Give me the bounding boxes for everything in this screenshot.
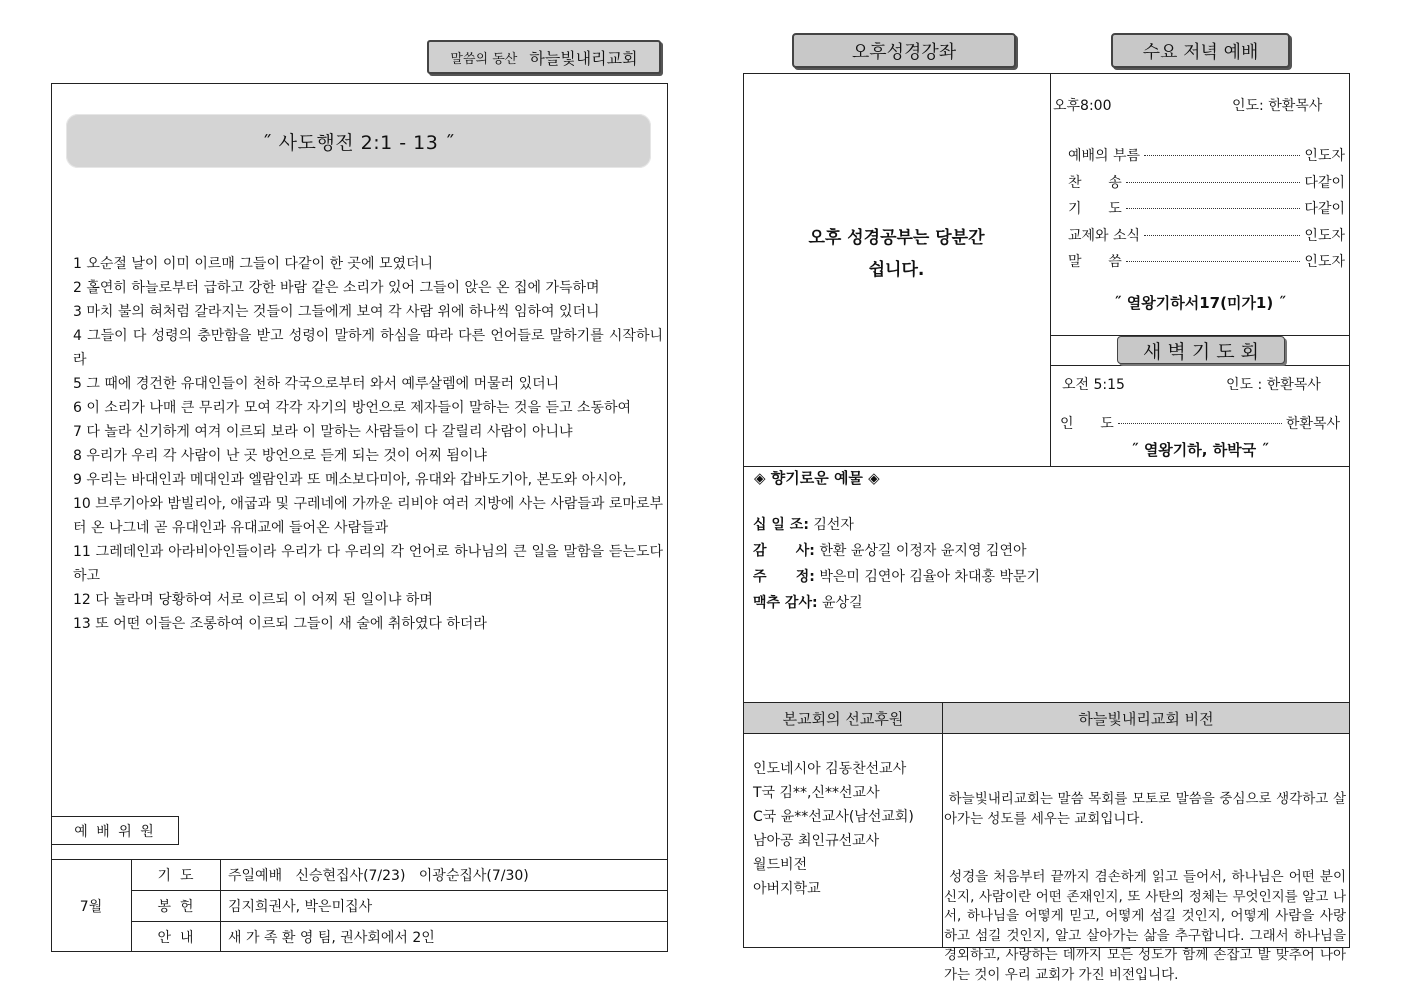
verse-1: 1 오순절 날이 이미 이르매 그들이 다같이 한 곳에 모였더니 (73, 256, 434, 272)
order-row: 교제와 소식 인도자 (1068, 227, 1345, 244)
afternoon-notice: 오후 성경공부는 당분간 쉽니다. (808, 228, 985, 280)
vision-paragraph: 하늘빛내리교회는 말씀 목회를 모토로 말씀을 중심으로 생각하고 살아가는 성도를 세우는 교회입니다. (944, 791, 1346, 827)
order-row: 찬 송 다같이 (1068, 174, 1345, 191)
dawn-text: ˝ 열왕기하, 하박국 ˝ (1131, 441, 1269, 459)
church-tag-prefix: 말씀의 동산 (450, 51, 518, 67)
wednesday-order (1068, 143, 1345, 276)
wednesday-leader: 인도: 한환목사 (1232, 98, 1323, 114)
vision-header: 하늘빛내리교회 비전 (943, 703, 1349, 733)
order-row: 말 씀 인도자 (1068, 254, 1345, 270)
committee-role-usher: 안 내 (157, 929, 194, 946)
church-name-tag (427, 40, 661, 74)
vision-text (944, 751, 1351, 1005)
wednesday-service-tab: 수요 저녁 예배 (1111, 33, 1290, 68)
verse-12: 12 다 놀라며 당황하여 서로 이르되 이 어찌 된 일이냐 하며 (73, 592, 433, 608)
mission-item: T국 김**,신**선교사 (753, 785, 880, 801)
verse-2: 2 홀연히 하늘로부터 급하고 강한 바람 같은 소리가 있어 그들이 앉은 온 집에 가득하며 (73, 280, 600, 296)
worship-committee-label: 예 배 위 원 (74, 823, 156, 840)
offering-row: 감 사: 한환 윤상길 이정자 윤지영 김연아 (753, 543, 1027, 559)
mission-item: 남아공 최인규선교사 (753, 833, 880, 849)
verse-5: 5 그 때에 경건한 유대인들이 천하 각국으로부터 와서 예루살렘에 머물러 있더니 (73, 376, 560, 392)
committee-month: 7월 (79, 898, 103, 915)
verse-10: 10 브루기아와 밤빌리아, 애굽과 및 구레네에 가까운 리비야 여러 지방에 사는 사람들과 로마로부터 온 나그네 곧 유대인과 유대교에 들어온 사람들과 (73, 496, 663, 536)
verse-list (73, 252, 663, 636)
verse-9: 9 우리는 바대인과 메대인과 엘람인과 또 메소보다미아, 유대와 갑바도기아, 본도와 아시아, (73, 472, 627, 488)
committee-value-offering: 김지희권사, 박은미집사 (228, 898, 373, 915)
church-tag-name: 하늘빛내리교회 (529, 48, 638, 68)
mission-item: C국 윤**선교사(남선교회) (753, 809, 914, 825)
verse-6: 6 이 소리가 나매 큰 무리가 모여 각각 자기의 방언으로 제자들이 말하는 것을 듣고 소동하여 (73, 400, 632, 416)
scripture-title: ˝ 사도행전 2:1 - 13 ˝ (262, 131, 455, 154)
scripture-title-banner (66, 114, 651, 168)
committee-role-offering: 봉 헌 (157, 898, 194, 915)
dawn-prayer-tab: 새 벽 기 도 회 (1117, 336, 1285, 364)
offering-row: 맥추 감사: 윤상길 (753, 595, 863, 611)
missions-header: 본교회의 선교후원 (744, 703, 942, 733)
dawn-leader: 인도 : 한환목사 (1226, 377, 1321, 393)
wednesday-time: 오후8:00 (1053, 98, 1112, 114)
missions-list (753, 757, 914, 901)
wednesday-text: ˝ 열왕기하서17(미가1) ˝ (1114, 294, 1286, 312)
offering-title: ◈ 향기로운 예물 ◈ (754, 469, 880, 487)
verse-8: 8 우리가 우리 각 사람이 난 곳 방언으로 듣게 되는 것이 어찌 됨이냐 (73, 448, 487, 464)
offering-row: 십 일 조: 김선자 (753, 517, 854, 533)
mission-item: 월드비전 (753, 857, 808, 873)
committee-value-usher: 새 가 족 환 영 팀, 권사회에서 2인 (228, 929, 435, 946)
afternoon-class-tab: 오후성경강좌 (792, 33, 1016, 68)
offering-row: 주 정: 박은미 김연아 김율아 차대홍 박문기 (753, 569, 1041, 585)
verse-4: 4 그들이 다 성령의 충만함을 받고 성령이 말하게 하심을 따라 다른 언어들로 말하기를 시작하니라 (73, 328, 663, 368)
dawn-order-row: 인 도 한환목사 (1060, 416, 1340, 432)
committee-value-prayer: 주일예배 신승현집사(7/23) 이광순집사(7/30) (228, 867, 529, 884)
verse-11: 11 그레데인과 아라비아인들이라 우리가 다 우리의 각 언어로 하나님의 큰 일을 말함을 듣는도다 하고 (73, 544, 663, 584)
mission-item: 인도네시아 김동찬선교사 (753, 761, 907, 777)
verse-13: 13 또 어떤 이들은 조롱하여 이르되 그들이 새 술에 취하였다 하더라 (73, 616, 487, 632)
verse-3: 3 마치 불의 혀처럼 갈라지는 것들이 그들에게 보여 각 사람 위에 하나씩 임하여 있더니 (73, 304, 600, 320)
dawn-time: 오전 5:15 (1062, 377, 1125, 393)
order-row: 예배의 부름 인도자 (1068, 148, 1345, 164)
worship-committee-label-box (51, 816, 179, 845)
committee-role-prayer: 기 도 (157, 867, 194, 884)
verse-7: 7 다 놀라 신기하게 여겨 이르되 보라 이 말하는 사람들이 다 갈릴리 사람이 아니냐 (73, 424, 573, 440)
order-row: 기 도 다같이 (1068, 201, 1345, 217)
vision-paragraph: 성경을 처음부터 끝까지 겸손하게 읽고 들어서, 하나님은 어떤 분이신지, 사람이란 어떤 존재인지, 또 사탄의 정체는 무엇인지를 알고 나서, 하나님을 어떻게 믿고, 어떻게 섬길 것인지, 어떻게 사람을 사랑하고 섬길 것인지, 알고 살아가는 삶을 추구합니다. 그래서 하나님을 경외하고, 사랑하는 데까지 모든 성도가 함께 손잡고 발 맞추어 나아가는 것이 우리 교회가 가진 비전입니다. (944, 869, 1351, 983)
offering-list (753, 512, 1040, 616)
mission-item: 아버지학교 (753, 881, 821, 897)
